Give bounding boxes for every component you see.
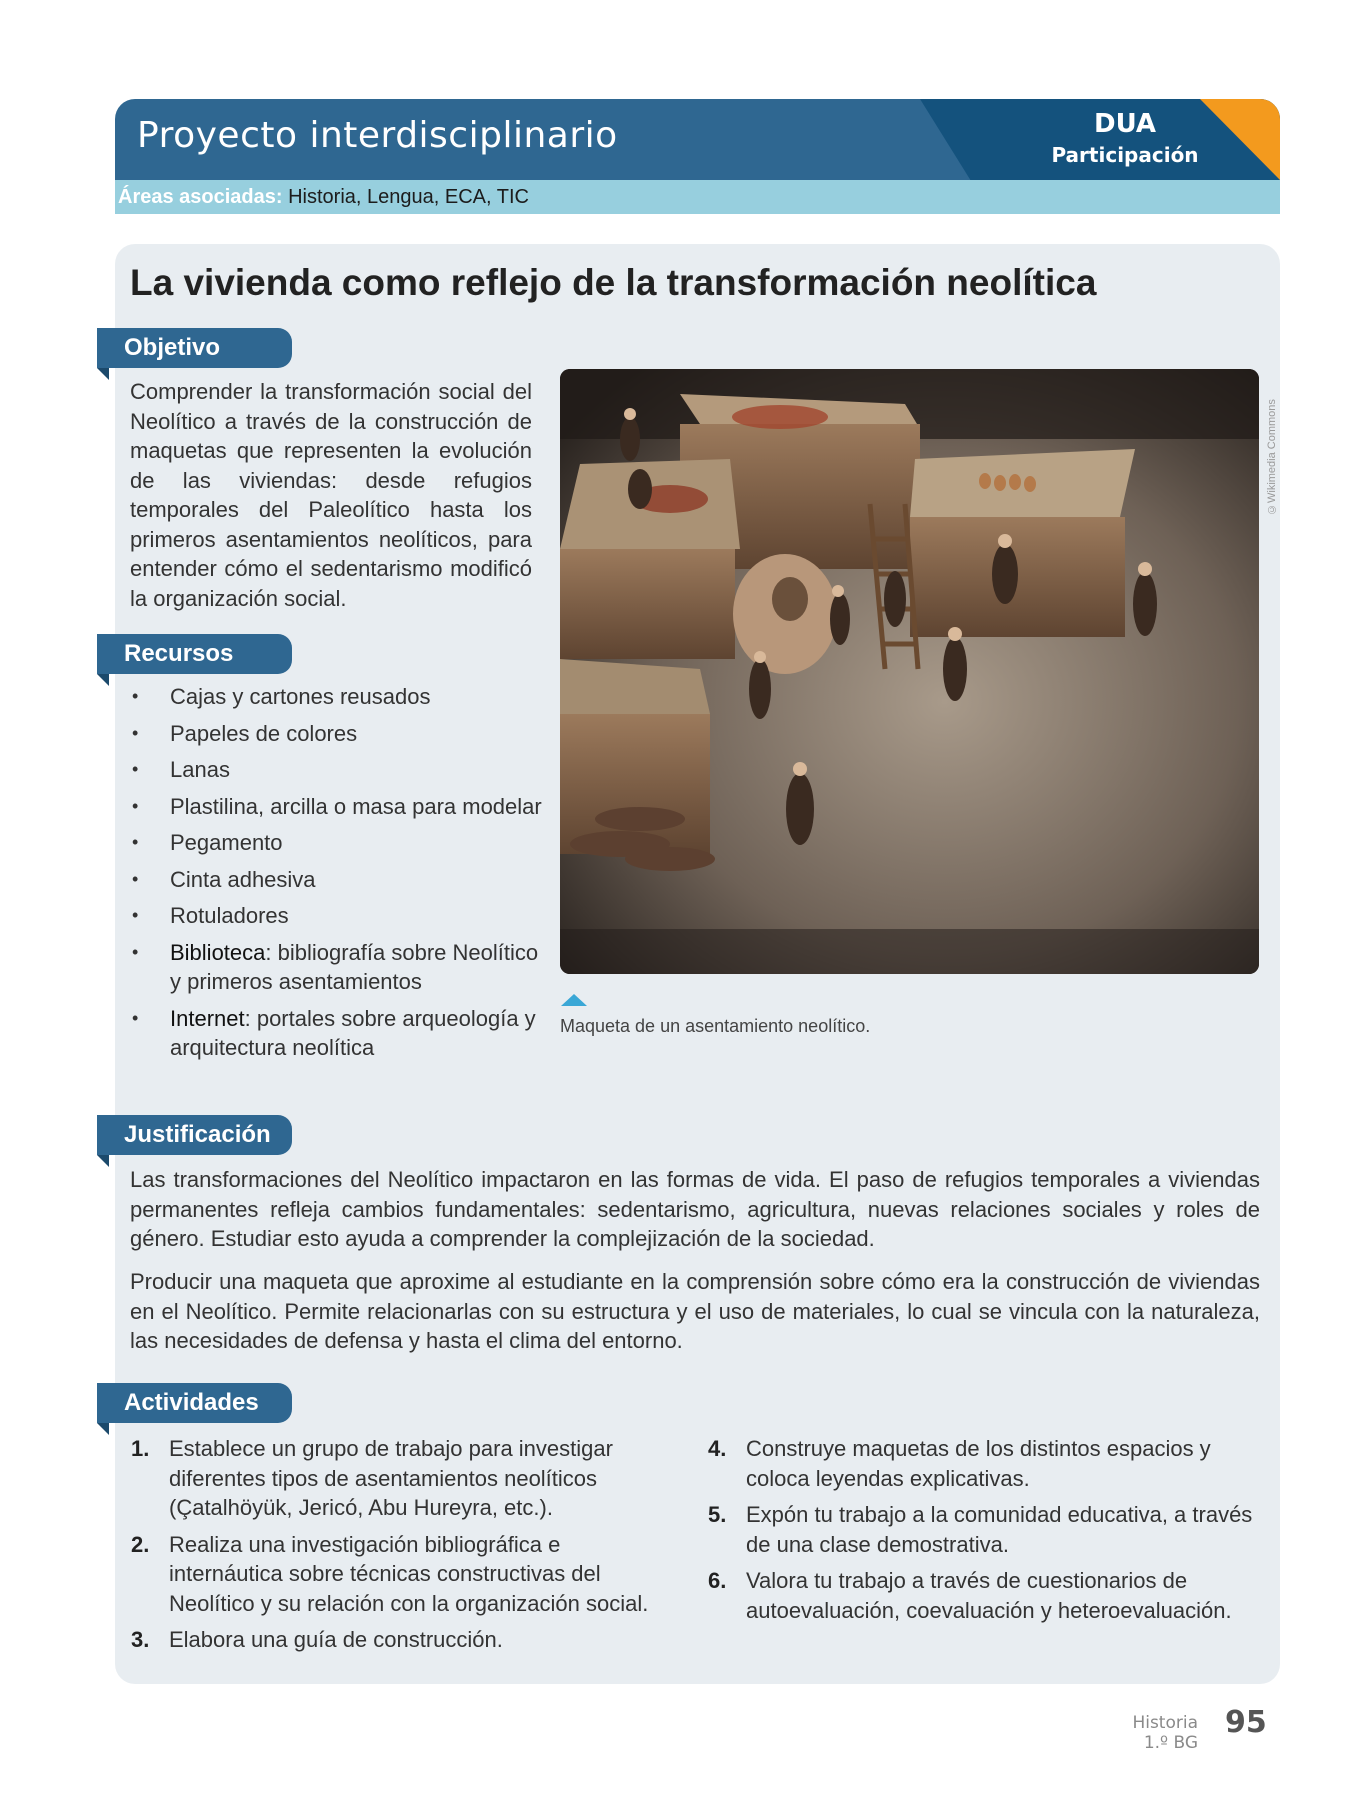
areas-label: Áreas asociadas:: [118, 186, 283, 208]
list-item: • Papeles de colores: [130, 719, 550, 749]
list-item: • Lanas: [130, 755, 550, 785]
list-item: 4. Construye maquetas de los distintos espacios y coloca leyendas explicativas.: [708, 1436, 1211, 1491]
actividades-heading: Actividades: [97, 1383, 292, 1423]
list-item: 2. Realiza una investigación bibliográfica e internáutica sobre técnicas constructivas del Neolítico y su relación con la organización social.: [131, 1531, 649, 1616]
dua-sublabel: Participación: [1051, 143, 1199, 167]
image-caption: Maqueta de un asentamiento neolítico.: [560, 1016, 871, 1036]
list-item: • Internet: portales sobre arqueología y arquitectura neolítica: [130, 1004, 550, 1063]
image-credit: ©Wikimedia Commons: [1266, 399, 1278, 515]
section-title: Proyecto interdisciplinario: [137, 115, 618, 156]
list-item: • Pegamento: [130, 828, 550, 858]
objetivo-heading: Objetivo: [97, 328, 292, 368]
list-item: 5. Expón tu trabajo a la comunidad educativa, a través de una clase demostrativa.: [708, 1502, 1253, 1557]
recursos-heading: Recursos: [97, 634, 292, 674]
objetivo-text: Comprender la transformación social del Neolítico a través de la construcción de maquetas que representen la evolución de las viviendas: desde refugios temporales del Paleolítico hasta los primeros asentamientos neolíticos, para entender cómo el sedentarismo modificó la organización social.: [130, 379, 532, 611]
settlement-model-photo: [560, 369, 1259, 974]
list-item: • Cinta adhesiva: [130, 865, 550, 895]
list-item: • Plastilina, arcilla o masa para modelar: [130, 792, 550, 822]
actividades-list-left: [131, 1434, 676, 1662]
page-number: 95: [1225, 1705, 1267, 1740]
list-item: • Cajas y cartones reusados: [130, 682, 550, 712]
footer-grade: 1.º BG: [1143, 1733, 1198, 1753]
header-banner: [115, 99, 1280, 180]
areas-value: Historia, Lengua, ECA, TIC: [282, 186, 529, 208]
page-title: La vivienda como reflejo de la transformación neolítica: [130, 262, 1097, 303]
justificacion-paragraph-2: Producir una maqueta que aproxime al estudiante en la comprensión sobre cómo era la construcción de viviendas en el Neolítico. Permite relacionarlas con su estructura y el uso de materiales, lo cual se vincula con la naturaleza, las necesidades de defensa y hasta el clima del entorno.: [130, 1269, 1260, 1353]
recursos-list: [130, 682, 550, 1070]
list-item: 3. Elabora una guía de construcción.: [131, 1627, 503, 1652]
list-item: • Biblioteca: bibliografía sobre Neolítico y primeros asentamientos: [130, 938, 550, 997]
footer-subject-name: Historia: [1132, 1713, 1198, 1733]
list-item: 6. Valora tu trabajo a través de cuestionarios de autoevaluación, coevaluación y heteroevaluación.: [708, 1568, 1232, 1623]
caption-marker-icon: [561, 994, 587, 1006]
areas-bar: [115, 180, 1280, 214]
actividades-list-right: [708, 1434, 1258, 1632]
list-item: 1. Establece un grupo de trabajo para investigar diferentes tipos de asentamientos neolíticos (Çatalhöyük, Jericó, Abu Hureyra, etc.).: [131, 1436, 613, 1520]
justificacion-paragraph-1: Las transformaciones del Neolítico impactaron en las formas de vida. El paso de refugios temporales a viviendas permanentes refleja cambios fundamentales: sedentarismo, agricultura, nuevas relaciones sociales y roles de género. Estudiar esto ayuda a comprender la complejización de la sociedad.: [130, 1167, 1260, 1251]
justificacion-heading: Justificación: [97, 1115, 292, 1155]
footer-subject: [1098, 1713, 1198, 1753]
settlement-illustration: [560, 369, 1259, 974]
dua-label: DUA: [1093, 109, 1157, 139]
list-item: • Rotuladores: [130, 901, 550, 931]
